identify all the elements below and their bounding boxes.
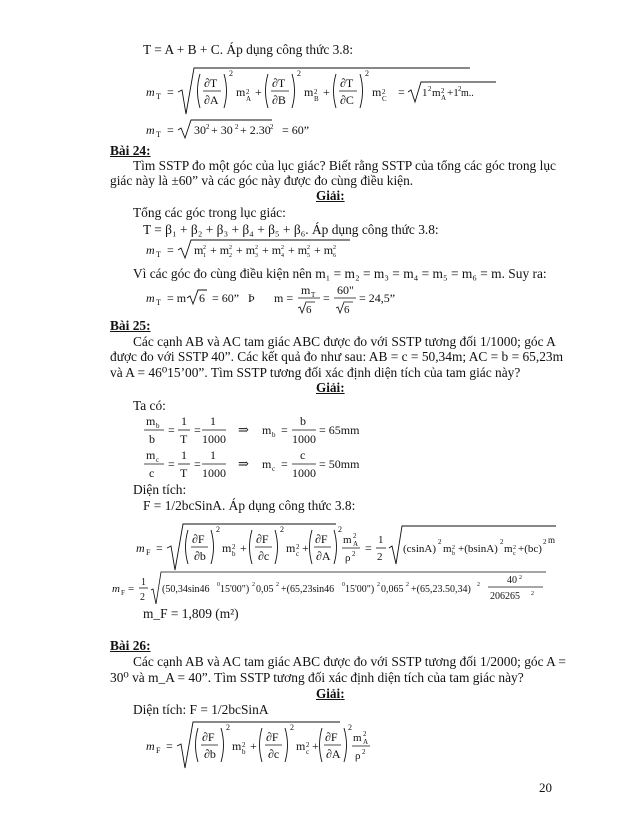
- svg-text:0: 0: [217, 582, 220, 588]
- svg-text:ρ: ρ: [345, 552, 351, 564]
- svg-text:2: 2: [252, 582, 255, 588]
- svg-text:∂T: ∂T: [340, 76, 354, 90]
- bai25-area-label: Diện tích:: [133, 482, 187, 497]
- svg-text:⇒: ⇒: [238, 422, 249, 437]
- svg-text:1: 1: [210, 448, 216, 462]
- svg-text:T: T: [311, 291, 316, 299]
- svg-text:=: =: [281, 457, 288, 471]
- svg-text:2: 2: [452, 545, 455, 551]
- svg-text:∂A: ∂A: [316, 549, 331, 563]
- intro-line: T = A + B + C. Áp dụng công thức 3.8:: [143, 42, 354, 57]
- svg-text:2: 2: [543, 538, 547, 546]
- svg-text:1000: 1000: [292, 466, 316, 480]
- bai25-solution-label: Giải:: [316, 380, 345, 395]
- svg-text:T: T: [156, 130, 161, 139]
- bai26-area-line: Diện tích: F = 1/2bcSinA: [133, 702, 269, 717]
- svg-text:+ 2.30: + 2.30: [240, 123, 271, 137]
- svg-text:∂A: ∂A: [326, 747, 341, 761]
- svg-text:=: =: [168, 423, 175, 437]
- svg-text:2: 2: [352, 550, 356, 558]
- svg-text:= 60”: = 60”: [282, 123, 310, 137]
- svg-text:2: 2: [140, 592, 145, 603]
- svg-text:m: m: [146, 85, 155, 99]
- svg-text:2: 2: [513, 545, 516, 551]
- equation-mT-partials: [140, 62, 500, 120]
- svg-text:1: 1: [203, 253, 206, 259]
- bai26-problem-line-1: Các cạnh AB và AC tam giác ABC được đo với SSTP tương đối 1/2000; góc A =: [133, 654, 566, 669]
- svg-text:2: 2: [280, 525, 284, 534]
- svg-text:F: F: [156, 746, 161, 755]
- svg-text:40: 40: [507, 575, 517, 586]
- svg-text:1000: 1000: [202, 432, 226, 446]
- svg-text:m: m: [146, 243, 155, 257]
- svg-text:m: m: [343, 534, 352, 546]
- svg-text:m: m: [136, 541, 145, 555]
- svg-text:2: 2: [333, 245, 336, 251]
- svg-text:15'00"): 15'00"): [345, 584, 375, 595]
- svg-text:=: =: [167, 123, 174, 137]
- bai24-equation-result: [140, 282, 400, 318]
- bai25-problem-line-2: được đo với SSTP 40”. Các kết quả đo như sau: AB = c = 50,34m; AC = b = 65,23m: [110, 349, 564, 364]
- svg-text:2: 2: [232, 543, 236, 551]
- bai25-problem-line-1: Các cạnh AB và AC tam giác ABC được đo với SSTP tương đối 1/1000; góc A: [133, 334, 556, 349]
- bai24-equation-mT: [140, 238, 360, 262]
- bai26-problem-line-2: 30⁰ và m_A = 40”. Tìm SSTP tương đối xác định diện tích của tam giác này?: [110, 670, 524, 685]
- svg-text:A: A: [441, 94, 447, 102]
- svg-text:m: m: [194, 243, 204, 257]
- svg-text:= 24,5”: = 24,5”: [359, 291, 396, 305]
- svg-text:0,05: 0,05: [256, 584, 274, 595]
- svg-text:⇒: ⇒: [238, 456, 249, 471]
- svg-text:+1: +1: [447, 87, 459, 99]
- svg-text:c: c: [296, 550, 300, 558]
- svg-text:m: m: [432, 87, 441, 99]
- svg-text:2: 2: [290, 723, 294, 732]
- bai24-title: Bài 24:: [110, 143, 151, 158]
- svg-text:=: =: [365, 541, 372, 555]
- svg-text:2: 2: [500, 538, 504, 546]
- bai25-equation-mb: [140, 412, 400, 448]
- svg-text:m: m: [372, 85, 382, 99]
- svg-text:T: T: [156, 298, 161, 307]
- svg-text:F: F: [146, 548, 151, 557]
- svg-text:2: 2: [377, 582, 380, 588]
- svg-text:+ m: + m: [314, 243, 334, 257]
- svg-text:0,065: 0,065: [381, 584, 404, 595]
- bai25-equation-mF: [110, 518, 560, 576]
- svg-text:=: =: [167, 85, 174, 99]
- svg-text:∂C: ∂C: [340, 93, 354, 107]
- svg-text:+: +: [302, 541, 309, 555]
- bai24-solution-label: Giải:: [316, 188, 345, 203]
- page-number: 20: [539, 780, 552, 795]
- bai25-equation-mc: [140, 446, 400, 482]
- svg-text:+: +: [250, 739, 257, 753]
- svg-text:6: 6: [199, 291, 205, 305]
- svg-text:1000: 1000: [292, 432, 316, 446]
- svg-text:c: c: [306, 748, 310, 756]
- svg-text:c: c: [272, 465, 276, 473]
- svg-text:1: 1: [181, 448, 187, 462]
- svg-text:m: m: [443, 543, 452, 555]
- svg-text:+(65,23sin46: +(65,23sin46: [281, 584, 335, 595]
- svg-text:c: c: [156, 456, 160, 464]
- svg-text:b: b: [242, 748, 246, 756]
- svg-text:m: m: [504, 543, 513, 555]
- svg-text:6: 6: [344, 304, 350, 316]
- svg-text:3: 3: [255, 253, 258, 259]
- svg-text:+ m: + m: [210, 243, 230, 257]
- svg-text:∂F: ∂F: [256, 532, 269, 546]
- svg-text:2: 2: [242, 741, 246, 749]
- svg-text:∂F: ∂F: [315, 532, 328, 546]
- svg-text:4: 4: [281, 253, 284, 259]
- svg-text:T: T: [180, 466, 188, 480]
- svg-text:∂c: ∂c: [268, 747, 280, 761]
- svg-text:1: 1: [422, 87, 428, 99]
- svg-text:2: 2: [477, 582, 480, 588]
- svg-text:m: m: [301, 283, 311, 297]
- svg-text:B: B: [314, 95, 319, 103]
- svg-text:T: T: [180, 432, 188, 446]
- svg-text:2: 2: [458, 85, 462, 93]
- svg-text:2: 2: [276, 582, 279, 588]
- svg-text:∂F: ∂F: [192, 532, 205, 546]
- svg-text:2: 2: [306, 741, 310, 749]
- svg-text:2: 2: [338, 525, 342, 534]
- svg-text:=: =: [194, 457, 201, 471]
- svg-text:2: 2: [226, 723, 230, 732]
- svg-text:m: m: [112, 583, 120, 595]
- svg-text:2: 2: [246, 88, 250, 96]
- svg-text:2: 2: [296, 543, 300, 551]
- bai24-problem-line-2: giác này là ±60” và các góc này được đo cùng điều kiện.: [110, 173, 414, 188]
- bai26-title: Bài 26:: [110, 638, 151, 653]
- bai25-result: m_F = 1,809 (m²): [143, 606, 239, 621]
- svg-text:= 65mm: = 65mm: [319, 423, 360, 437]
- svg-text:m: m: [353, 732, 362, 744]
- svg-text:m: m: [146, 291, 155, 305]
- svg-text:=: =: [156, 541, 163, 555]
- bai24-sum-equation: T = β₁ + β₂ + β₃ + β₄ + β₅ + β₆. Áp dụng công thức 3.8:: [143, 222, 439, 237]
- svg-text:0: 0: [342, 582, 345, 588]
- svg-text:m..: m..: [461, 88, 474, 99]
- svg-text:(50,34sin46: (50,34sin46: [162, 584, 210, 595]
- svg-text:A: A: [353, 540, 359, 548]
- bai26-solution-label: Giải:: [316, 686, 345, 701]
- svg-text:(csinA): (csinA): [403, 543, 436, 555]
- svg-text:2: 2: [229, 253, 232, 259]
- svg-text:2: 2: [377, 551, 383, 563]
- svg-text:+: +: [255, 85, 262, 99]
- svg-text:6: 6: [306, 304, 312, 316]
- svg-text:m: m: [146, 739, 155, 753]
- svg-text:m: m: [304, 85, 314, 99]
- svg-text:A: A: [363, 738, 369, 746]
- svg-text:b: b: [452, 551, 455, 557]
- svg-text:b: b: [149, 432, 155, 446]
- svg-text:60": 60": [337, 283, 354, 297]
- bai25-area-formula: F = 1/2bcSinA. Áp dụng công thức 3.8:: [143, 498, 356, 513]
- svg-text:+ m: + m: [236, 243, 256, 257]
- svg-text:+ 30: + 30: [211, 123, 233, 137]
- svg-text:∂c: ∂c: [258, 549, 270, 563]
- svg-text:F: F: [121, 589, 125, 597]
- svg-text:1: 1: [210, 414, 216, 428]
- svg-text:b: b: [156, 422, 160, 430]
- svg-text:m: m: [262, 457, 272, 471]
- svg-text:b: b: [300, 414, 306, 428]
- svg-text:T: T: [156, 92, 161, 101]
- svg-text:2: 2: [235, 123, 239, 131]
- svg-text:5: 5: [307, 253, 310, 259]
- svg-text:2: 2: [314, 88, 318, 96]
- svg-text:b: b: [232, 550, 236, 558]
- svg-text:∂F: ∂F: [325, 730, 338, 744]
- svg-text:= m: = m: [167, 291, 187, 305]
- svg-text:m: m: [232, 739, 242, 753]
- svg-text:+ m: + m: [288, 243, 308, 257]
- bai26-equation-mF: [140, 716, 380, 774]
- svg-text:=: =: [323, 291, 330, 305]
- svg-text:2: 2: [348, 723, 352, 732]
- svg-text:m: m: [146, 414, 156, 428]
- svg-text:∂b: ∂b: [194, 549, 206, 563]
- svg-text:+: +: [312, 739, 319, 753]
- svg-text:+(bc): +(bc): [518, 543, 542, 555]
- svg-text:= 50mm: = 50mm: [319, 457, 360, 471]
- svg-text:b: b: [272, 431, 276, 439]
- svg-text:C: C: [382, 95, 387, 103]
- bai24-problem-line-1: Tìm SSTP đo một góc của lục giác? Biết rằng SSTP của tổng các góc trong lục: [133, 158, 556, 173]
- svg-text:2: 2: [297, 69, 301, 78]
- svg-text:=: =: [167, 243, 174, 257]
- bai25-equation-mF-numeric: [110, 570, 550, 610]
- bai25-title: Bài 25:: [110, 318, 151, 333]
- bai25-ta-co: Ta có:: [133, 398, 166, 413]
- svg-text:=: =: [281, 423, 288, 437]
- svg-text:= 60”: = 60”: [212, 291, 240, 305]
- svg-text:2: 2: [406, 582, 409, 588]
- svg-text:m: m: [286, 541, 296, 555]
- svg-text:2: 2: [382, 88, 386, 96]
- svg-text:2: 2: [519, 575, 522, 581]
- svg-text:2: 2: [255, 245, 258, 251]
- svg-text:=: =: [128, 583, 135, 595]
- svg-text:2: 2: [362, 748, 366, 756]
- svg-text:2: 2: [428, 85, 432, 93]
- svg-text:2: 2: [281, 245, 284, 251]
- svg-text:2: 2: [531, 591, 534, 597]
- svg-text:2: 2: [229, 245, 232, 251]
- svg-text:=: =: [168, 457, 175, 471]
- svg-text:2: 2: [363, 730, 367, 738]
- svg-text:1: 1: [141, 577, 146, 588]
- svg-text:m: m: [548, 535, 556, 545]
- svg-text:∂A: ∂A: [204, 93, 219, 107]
- svg-text:2: 2: [229, 69, 233, 78]
- svg-text:ρ: ρ: [355, 750, 361, 762]
- svg-text:=: =: [194, 423, 201, 437]
- svg-text:2: 2: [441, 87, 445, 95]
- svg-text:Þ: Þ: [248, 291, 255, 305]
- svg-text:2: 2: [270, 123, 274, 131]
- svg-text:+ m: + m: [262, 243, 282, 257]
- svg-text:1: 1: [181, 414, 187, 428]
- svg-text:m: m: [146, 123, 155, 137]
- svg-text:∂b: ∂b: [204, 747, 216, 761]
- svg-text:m: m: [236, 85, 246, 99]
- svg-text:∂T: ∂T: [204, 76, 218, 90]
- svg-text:+: +: [323, 85, 330, 99]
- svg-text:2: 2: [365, 69, 369, 78]
- bai24-sum-label: Tổng các góc trong lục giác:: [133, 205, 286, 220]
- svg-text:30: 30: [194, 123, 206, 137]
- svg-text:c: c: [300, 448, 306, 462]
- svg-text:=: =: [166, 739, 173, 753]
- svg-text:A: A: [246, 95, 252, 103]
- svg-text:m =: m =: [274, 291, 294, 305]
- svg-text:2: 2: [438, 538, 442, 546]
- svg-text:=: =: [398, 85, 405, 99]
- svg-text:+: +: [240, 541, 247, 555]
- svg-text:1000: 1000: [202, 466, 226, 480]
- svg-text:c: c: [149, 466, 155, 480]
- svg-text:∂F: ∂F: [266, 730, 279, 744]
- svg-text:+(65,23.50,34): +(65,23.50,34): [411, 584, 471, 595]
- svg-text:2: 2: [206, 123, 210, 131]
- svg-text:∂B: ∂B: [272, 93, 286, 107]
- svg-text:2: 2: [216, 525, 220, 534]
- svg-text:m: m: [222, 541, 232, 555]
- svg-text:206265: 206265: [490, 591, 520, 602]
- svg-text:2: 2: [203, 245, 206, 251]
- svg-text:2: 2: [307, 245, 310, 251]
- svg-text:2: 2: [353, 532, 357, 540]
- svg-text:1: 1: [378, 534, 384, 546]
- svg-text:6: 6: [333, 253, 336, 259]
- svg-text:c: c: [513, 551, 516, 557]
- svg-text:+(bsinA): +(bsinA): [458, 543, 498, 555]
- svg-text:∂F: ∂F: [202, 730, 215, 744]
- svg-text:m: m: [262, 423, 272, 437]
- svg-text:15'00"): 15'00"): [220, 584, 250, 595]
- svg-text:m: m: [146, 448, 156, 462]
- svg-text:T: T: [156, 250, 161, 259]
- bai25-problem-line-3: và A = 46⁰15’00”. Tìm SSTP tương đối xác định diện tích của tam giác này?: [110, 365, 521, 380]
- svg-text:m: m: [296, 739, 306, 753]
- equation-mT-result: [140, 118, 360, 142]
- svg-text:∂T: ∂T: [272, 76, 286, 90]
- bai24-same-condition: Vì các góc đo cùng điều kiện nên m₁ = m₂ = m₃ = m₄ = m₅ = m₆ = m. Suy ra:: [133, 266, 547, 281]
